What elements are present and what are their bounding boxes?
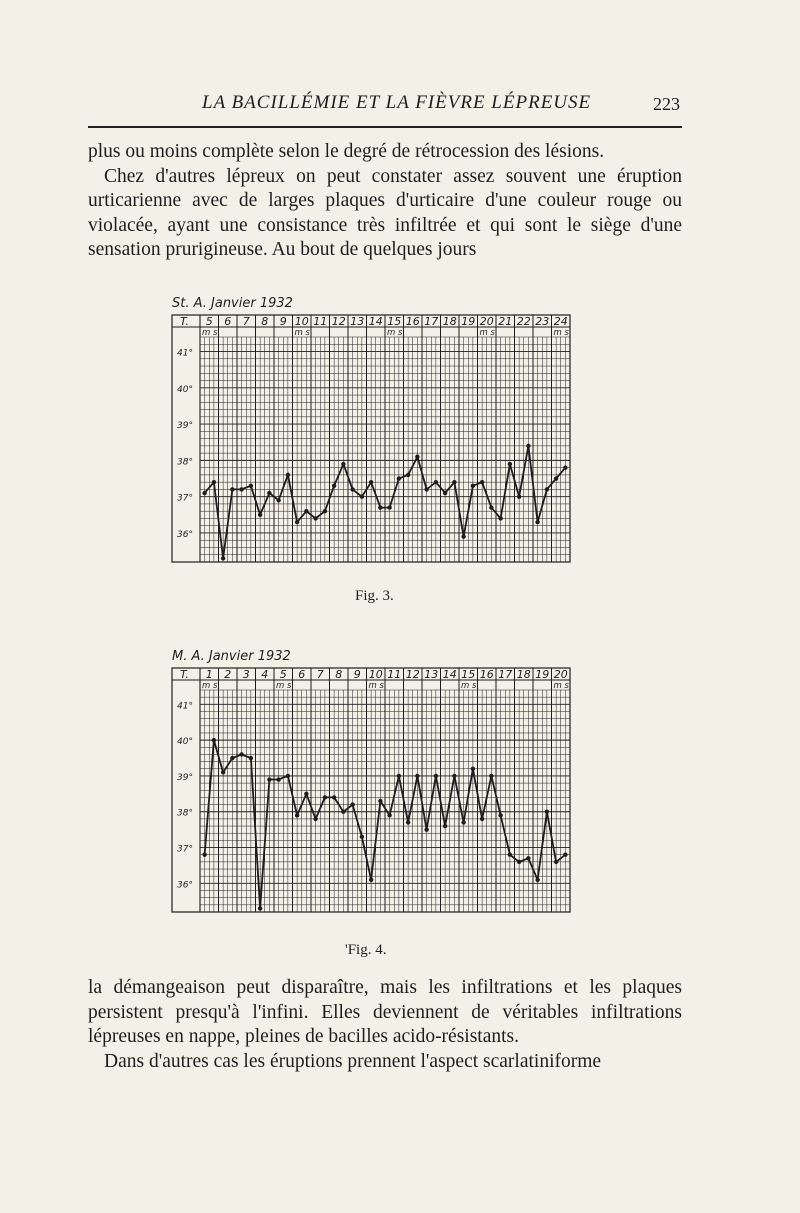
temperature-point: [239, 487, 243, 491]
temperature-point: [369, 878, 373, 882]
y-tick-label: 38°: [177, 808, 193, 819]
temperature-point: [471, 484, 475, 488]
temperature-point: [434, 480, 438, 484]
day-label: 15: [461, 668, 476, 681]
temperature-point: [535, 520, 539, 524]
temperature-point: [313, 817, 317, 821]
temperature-point: [526, 856, 530, 860]
day-label: 1: [205, 668, 213, 681]
body-text-bottom: [88, 976, 682, 1074]
temperature-point: [563, 853, 567, 857]
temperature-point: [332, 795, 336, 799]
chart-title: St. A. Janvier 1932: [172, 296, 293, 311]
temperature-point: [545, 487, 549, 491]
figure-caption-4: 'Fig. 4.: [345, 942, 387, 958]
figure-caption-3: Fig. 3.: [355, 588, 394, 604]
day-label: 13: [424, 668, 439, 681]
temperature-point: [239, 752, 243, 756]
y-tick-label: 40°: [177, 737, 193, 748]
temperature-point: [480, 480, 484, 484]
temperature-point: [387, 813, 391, 817]
chart-title: M. A. Janvier 1932: [172, 649, 291, 664]
day-label: 9: [279, 315, 287, 328]
day-label: 9: [353, 668, 361, 681]
temperature-point: [369, 480, 373, 484]
y-tick-label: 36°: [177, 880, 193, 891]
day-label: 12: [331, 315, 346, 328]
temperature-point: [323, 795, 327, 799]
day-label: 10: [294, 315, 309, 328]
temperature-point: [554, 476, 558, 480]
day-label: 22: [516, 315, 531, 328]
day-label: 12: [405, 668, 420, 681]
day-label: 5: [205, 315, 213, 328]
day-label: 2: [224, 668, 232, 681]
temperature-point: [452, 774, 456, 778]
y-tick-label: 41°: [177, 701, 193, 712]
y-axis-label: T.: [180, 315, 189, 328]
temperature-point: [434, 774, 438, 778]
temperature-point: [498, 516, 502, 520]
temperature-point: [323, 509, 327, 513]
temperature-point: [517, 860, 521, 864]
day-label: 7: [242, 315, 250, 328]
temperature-chart-fig3: [172, 296, 570, 562]
day-label: 14: [442, 668, 457, 681]
temperature-point: [526, 444, 530, 448]
day-label: 16: [405, 315, 420, 328]
temperature-point: [350, 487, 354, 491]
temperature-point: [276, 777, 280, 781]
y-tick-label: 39°: [177, 772, 193, 783]
ms-label: m s: [202, 328, 218, 338]
temperature-point: [452, 480, 456, 484]
temperature-point: [230, 487, 234, 491]
temperature-point: [304, 792, 308, 796]
temperature-point: [489, 774, 493, 778]
temperature-point: [508, 462, 512, 466]
day-label: 23: [535, 315, 550, 328]
temperature-point: [360, 494, 364, 498]
day-label: 17: [498, 668, 513, 681]
temperature-point: [535, 878, 539, 882]
temperature-point: [360, 835, 364, 839]
day-label: 11: [313, 315, 328, 328]
temperature-point: [517, 494, 521, 498]
temperature-point: [276, 498, 280, 502]
temperature-point: [480, 817, 484, 821]
day-label: 24: [553, 315, 568, 328]
temperature-point: [202, 853, 206, 857]
temperature-point: [498, 813, 502, 817]
temperature-point: [267, 777, 271, 781]
ms-label: m s: [276, 681, 292, 691]
y-tick-label: 37°: [177, 493, 193, 504]
temperature-point: [406, 820, 410, 824]
y-tick-label: 38°: [177, 457, 193, 468]
temperature-point: [258, 513, 262, 517]
temperature-point: [221, 770, 225, 774]
y-tick-label: 40°: [177, 384, 193, 395]
temperature-point: [249, 484, 253, 488]
day-label: 6: [298, 668, 306, 681]
temperature-point: [350, 802, 354, 806]
paragraph: Chez d'autres lépreux on peut constater assez souvent une éruption urticarienne avec de larges plaques d'urticaire d'une couleur rouge ou violacée, ayant une consistance très infiltrée et qui sont le siège d'une sensation prurigineuse. Au bout de quelques jours: [88, 165, 682, 261]
page-number: 223: [653, 94, 680, 114]
ms-label: m s: [553, 681, 569, 691]
temperature-point: [443, 491, 447, 495]
temperature-point: [286, 473, 290, 477]
temperature-point: [221, 556, 225, 560]
paragraph: Dans d'autres cas les éruptions prennent l'aspect scarlatiniforme: [104, 1050, 602, 1072]
temperature-point: [341, 462, 345, 466]
temperature-point: [471, 767, 475, 771]
temperature-point: [267, 491, 271, 495]
temperature-point: [249, 756, 253, 760]
temperature-point: [286, 774, 290, 778]
temperature-chart-fig4: [172, 649, 570, 912]
y-tick-label: 41°: [177, 348, 193, 359]
temperature-point: [545, 810, 549, 814]
day-label: 18: [516, 668, 531, 681]
day-label: 4: [261, 668, 269, 681]
day-label: 8: [261, 315, 269, 328]
day-label: 10: [368, 668, 383, 681]
day-label: 19: [535, 668, 550, 681]
y-tick-label: 37°: [177, 844, 193, 855]
temperature-point: [212, 480, 216, 484]
temperature-point: [424, 487, 428, 491]
temperature-point: [387, 505, 391, 509]
ms-label: m s: [294, 328, 310, 338]
temperature-point: [554, 860, 558, 864]
temperature-point: [424, 827, 428, 831]
temperature-point: [489, 505, 493, 509]
day-label: 19: [461, 315, 476, 328]
y-tick-label: 39°: [177, 421, 193, 432]
temperature-point: [202, 491, 206, 495]
day-label: 20: [553, 668, 568, 681]
y-tick-label: 36°: [177, 529, 193, 540]
day-label: 6: [224, 315, 232, 328]
temperature-point: [397, 774, 401, 778]
day-label: 3: [242, 668, 250, 681]
ms-label: m s: [202, 681, 218, 691]
temperature-point: [378, 799, 382, 803]
temperature-point: [378, 505, 382, 509]
paragraph: plus ou moins complète selon le degré de rétrocession des lésions.: [88, 141, 605, 162]
temperature-point: [415, 774, 419, 778]
day-label: 5: [279, 668, 287, 681]
temperature-point: [461, 820, 465, 824]
temperature-point: [295, 520, 299, 524]
temperature-point: [415, 455, 419, 459]
temperature-point: [295, 813, 299, 817]
temperature-point: [212, 738, 216, 742]
paragraph: la démangeaison peut disparaître, mais les infiltrations et les plaques persistent presqu'à l'infini. Elles deviennent de véritables infiltrations lépreuses en nappe, pleines de bacilles acido-résistants.: [88, 977, 682, 1048]
running-title: LA BACILLÉMIE ET LA FIÈVRE LÉPREUSE: [202, 92, 592, 113]
day-label: 20: [479, 315, 494, 328]
temperature-point: [258, 906, 262, 910]
day-label: 8: [335, 668, 343, 681]
temperature-point: [341, 810, 345, 814]
temperature-point: [461, 534, 465, 538]
day-label: 21: [498, 315, 513, 328]
day-label: 17: [424, 315, 439, 328]
day-label: 16: [479, 668, 494, 681]
temperature-point: [508, 853, 512, 857]
ms-label: m s: [368, 681, 384, 691]
temperature-point: [563, 465, 567, 469]
temperature-point: [406, 473, 410, 477]
temperature-point: [332, 484, 336, 488]
temperature-point: [230, 756, 234, 760]
day-label: 7: [316, 668, 324, 681]
temperature-point: [443, 824, 447, 828]
ms-label: m s: [387, 328, 403, 338]
temperature-point: [313, 516, 317, 520]
day-label: 18: [442, 315, 457, 328]
day-label: 15: [387, 315, 402, 328]
ms-label: m s: [479, 328, 495, 338]
y-axis-label: T.: [180, 668, 189, 681]
temperature-point: [304, 509, 308, 513]
ms-label: m s: [553, 328, 569, 338]
temperature-point: [397, 476, 401, 480]
day-label: 11: [387, 668, 402, 681]
day-label: 13: [350, 315, 365, 328]
day-label: 14: [368, 315, 383, 328]
ms-label: m s: [461, 681, 477, 691]
